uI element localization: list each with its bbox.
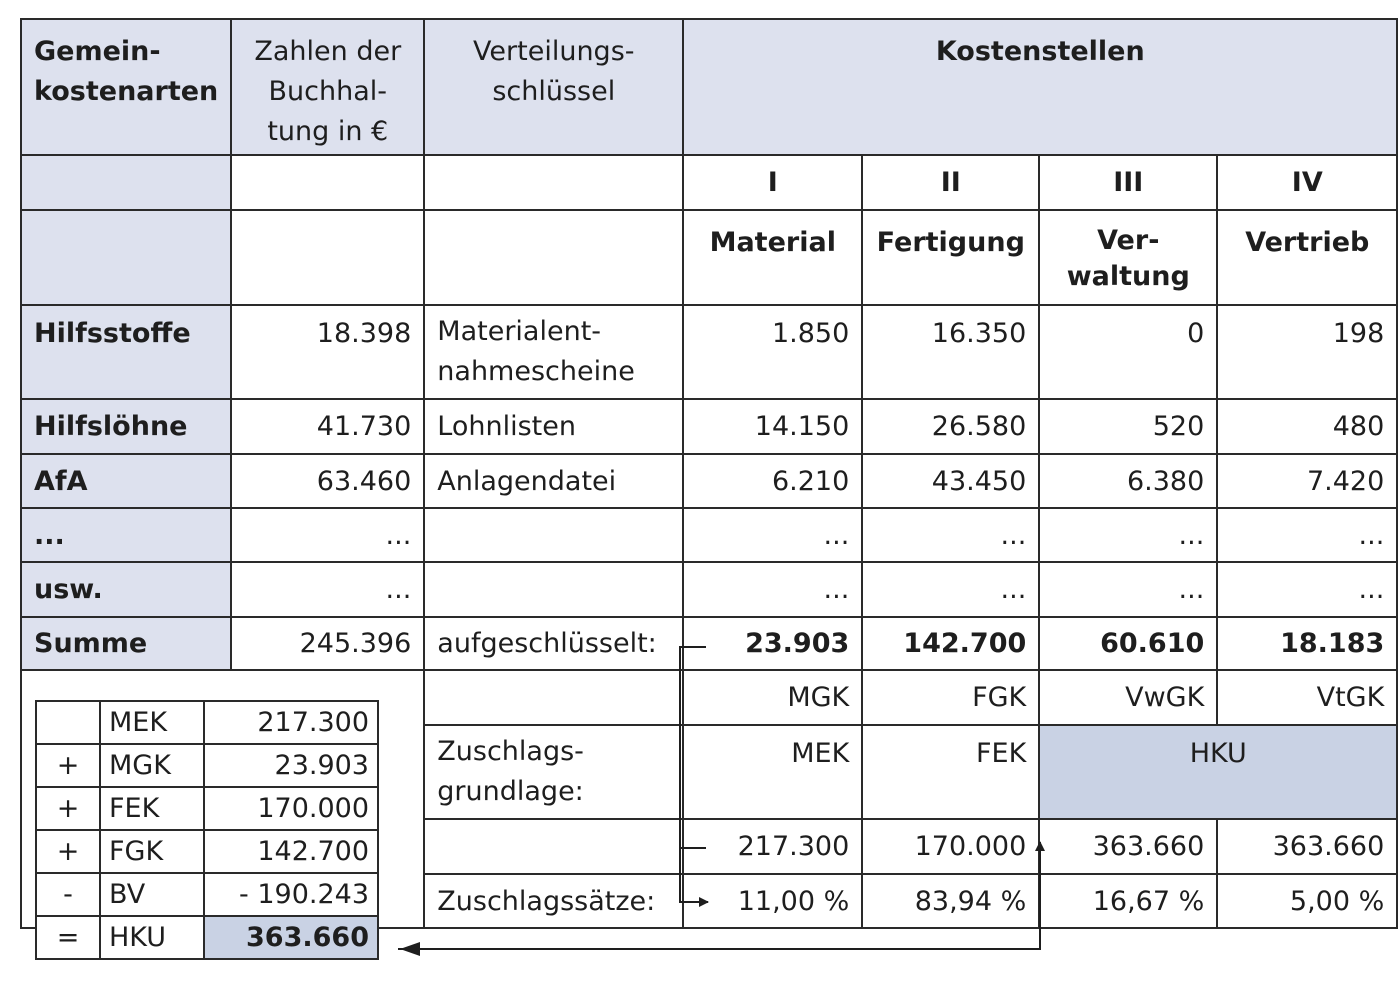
cost-type-cell: Hilfsstoffe (21, 305, 231, 399)
amount-cell: ... (231, 508, 424, 562)
cost-type-cell: AfA (21, 454, 231, 508)
value-cell: ... (862, 562, 1039, 617)
rate-label: Zuschlagssätze: (424, 874, 683, 928)
header-text: Zahlen der (254, 36, 402, 67)
rate-value: 83,94 % (862, 874, 1039, 928)
empty-cell (424, 210, 683, 305)
empty-cell (424, 155, 683, 210)
basis-label-text: grundlage: (437, 776, 584, 807)
value-cell: 480 (1217, 399, 1397, 454)
sum-value: 60.610 (1039, 617, 1217, 670)
key-cell (424, 305, 683, 399)
cost-center-material (683, 210, 862, 305)
empty-cell (21, 155, 231, 210)
empty-cell (231, 155, 424, 210)
value-cell: 198 (1217, 305, 1397, 399)
amount-cell: 63.460 (231, 454, 424, 508)
calc-row (36, 701, 378, 744)
calc-label: FEK (100, 787, 204, 830)
calc-value: 142.700 (204, 830, 378, 873)
value-cell: 7.420 (1217, 454, 1397, 508)
basis-label-text: Zuschlags- (437, 736, 584, 767)
gk-abbr: VtGK (1217, 670, 1397, 725)
value-cell: 0 (1039, 305, 1217, 399)
calc-operator (36, 701, 100, 744)
header-text: Gemein- (34, 36, 161, 67)
calc-row (36, 916, 378, 959)
header-row (21, 19, 1397, 155)
value-cell: ... (1039, 508, 1217, 562)
key-text: nahmescheine (437, 356, 635, 387)
value-cell: ... (1217, 508, 1397, 562)
key-cell (424, 562, 683, 617)
value-cell: ... (683, 508, 862, 562)
calc-label: BV (100, 873, 204, 916)
calc-row (36, 787, 378, 830)
sum-row (21, 617, 1397, 670)
cost-center-label: waltung (1066, 261, 1190, 292)
cost-type-cell: ... (21, 508, 231, 562)
cost-center-numeral: IV (1217, 155, 1397, 210)
arrowhead-hku-result (400, 942, 420, 956)
cost-center-label: Ver- (1097, 225, 1160, 256)
sum-value: 142.700 (862, 617, 1039, 670)
basis-value: 363.660 (1217, 819, 1397, 874)
value-cell: ... (1217, 562, 1397, 617)
cost-center-label: Vertrieb (1245, 227, 1370, 258)
table-row (21, 454, 1397, 508)
calc-label: MEK (100, 701, 204, 744)
table-row (21, 305, 1397, 399)
calc-label: HKU (100, 916, 204, 959)
calc-label: FGK (100, 830, 204, 873)
cost-type-cell: Hilfslöhne (21, 399, 231, 454)
calc-operator: + (36, 787, 100, 830)
calc-value: 170.000 (204, 787, 378, 830)
sum-label: Summe (21, 617, 231, 670)
basis-mek: MEK (683, 725, 862, 819)
header-zahlen-buchhaltung (231, 19, 424, 155)
roman-row (21, 155, 1397, 210)
header-kostenstellen (683, 19, 1397, 155)
value-cell: 520 (1039, 399, 1217, 454)
empty-cell (424, 819, 683, 874)
cost-center-fertigung (862, 210, 1039, 305)
rate-value: 11,00 % (683, 874, 862, 928)
key-cell (424, 508, 683, 562)
value-cell: 6.210 (683, 454, 862, 508)
empty-cell (21, 210, 231, 305)
basis-value: 170.000 (862, 819, 1039, 874)
value-cell: 16.350 (862, 305, 1039, 399)
rate-value: 5,00 % (1217, 874, 1397, 928)
value-cell: 6.380 (1039, 454, 1217, 508)
calc-result-value: 363.660 (204, 916, 378, 959)
header-text: Buchhal- (268, 76, 388, 107)
table-row (21, 508, 1397, 562)
hku-calculation-table (35, 700, 379, 960)
basis-label (424, 725, 683, 819)
calc-row (36, 873, 378, 916)
empty-cell (424, 670, 683, 725)
basis-hku: HKU (1039, 725, 1397, 819)
value-cell: ... (1039, 562, 1217, 617)
cost-center-vertrieb (1217, 210, 1397, 305)
value-cell: ... (683, 562, 862, 617)
calc-label: MGK (100, 744, 204, 787)
gk-abbr: VwGK (1039, 670, 1217, 725)
basis-value: 363.660 (1039, 819, 1217, 874)
cost-center-label: Material (709, 227, 836, 258)
amount-cell: 18.398 (231, 305, 424, 399)
value-cell: 14.150 (683, 399, 862, 454)
sum-value: 23.903 (683, 617, 862, 670)
calc-row (36, 744, 378, 787)
header-text: Kostenstellen (935, 36, 1145, 67)
key-cell: Lohnlisten (424, 399, 683, 454)
sum-amount: 245.396 (231, 617, 424, 670)
value-cell: 43.450 (862, 454, 1039, 508)
empty-cell (231, 210, 424, 305)
cost-type-cell: usw. (21, 562, 231, 617)
calc-operator: + (36, 744, 100, 787)
value-cell: ... (862, 508, 1039, 562)
calc-row (36, 830, 378, 873)
basis-fek: FEK (862, 725, 1039, 819)
amount-cell: 41.730 (231, 399, 424, 454)
header-text: schlüssel (492, 76, 616, 107)
cost-center-verwaltung (1039, 210, 1217, 305)
header-verteilungsschluessel (424, 19, 683, 155)
cost-center-numeral: I (683, 155, 862, 210)
key-text: Materialent- (437, 316, 602, 347)
calc-operator: - (36, 873, 100, 916)
cost-center-name-row (21, 210, 1397, 305)
header-text: Verteilungs- (473, 36, 635, 67)
gk-abbr: FGK (862, 670, 1039, 725)
table-row (21, 399, 1397, 454)
basis-value: 217.300 (683, 819, 862, 874)
calc-value: 23.903 (204, 744, 378, 787)
amount-cell: ... (231, 562, 424, 617)
value-cell: 1.850 (683, 305, 862, 399)
cost-center-label: Fertigung (876, 227, 1025, 258)
header-text: kostenarten (34, 76, 219, 107)
header-text: tung in € (267, 116, 389, 147)
calc-operator: + (36, 830, 100, 873)
calc-operator: = (36, 916, 100, 959)
key-cell: Anlagendatei (424, 454, 683, 508)
calc-value: - 190.243 (204, 873, 378, 916)
cost-center-numeral: III (1039, 155, 1217, 210)
gk-abbr: MGK (683, 670, 862, 725)
rate-value: 16,67 % (1039, 874, 1217, 928)
sum-key: aufgeschlüsselt: (424, 617, 683, 670)
value-cell: 26.580 (862, 399, 1039, 454)
calc-value: 217.300 (204, 701, 378, 744)
cost-center-numeral: II (862, 155, 1039, 210)
header-gemeinkostenarten (21, 19, 231, 155)
sum-value: 18.183 (1217, 617, 1397, 670)
table-row (21, 562, 1397, 617)
